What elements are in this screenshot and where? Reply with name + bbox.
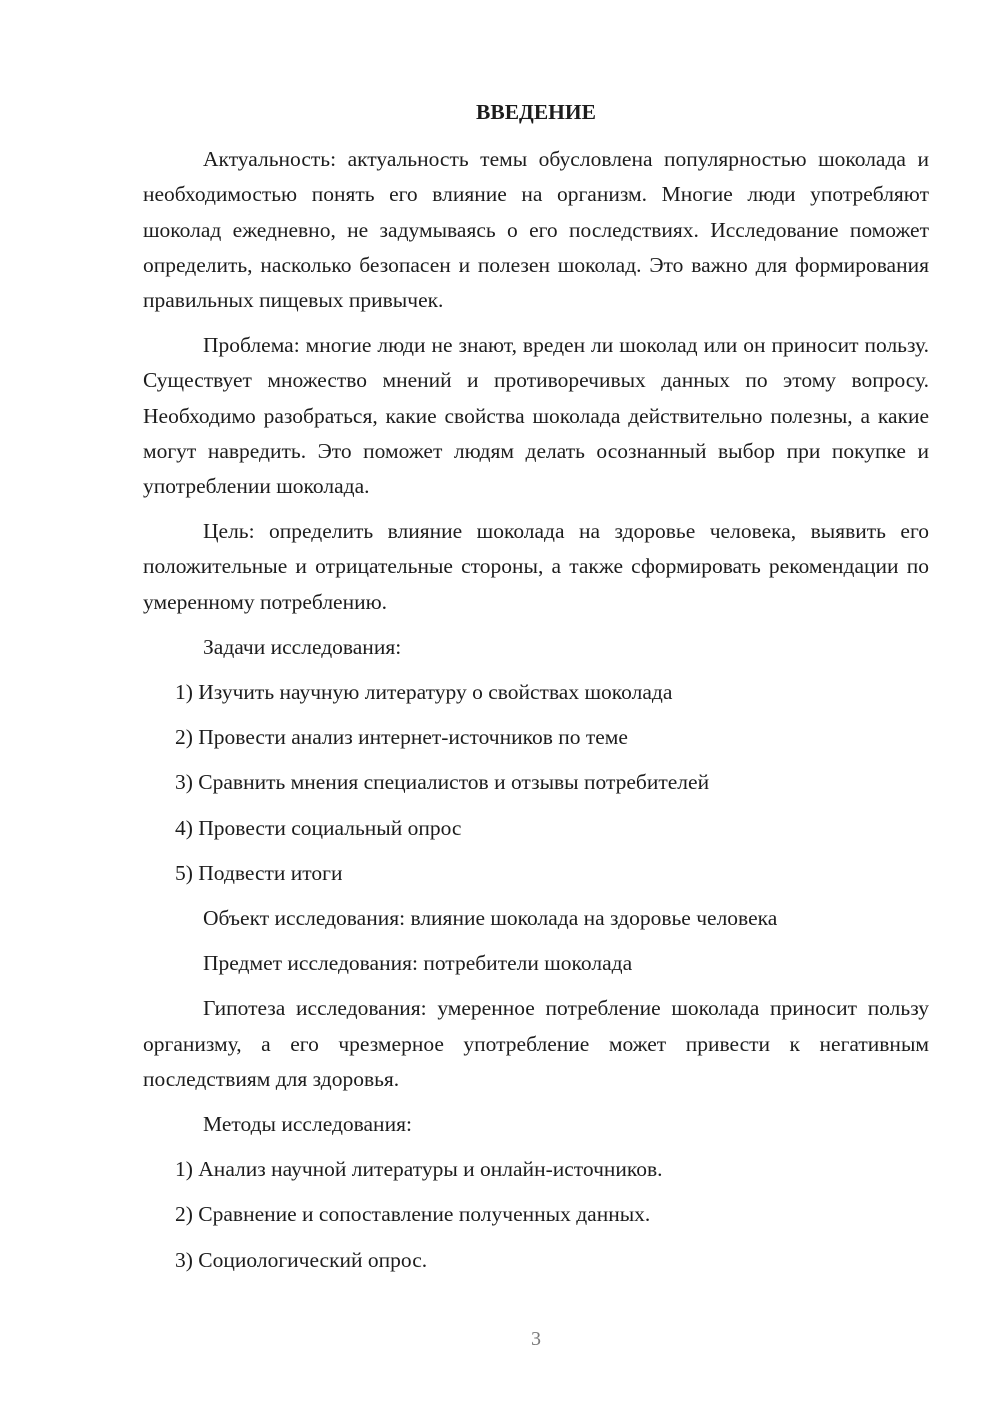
task-item-2: 2) Провести анализ интернет-источников по теме [175, 725, 628, 750]
research-object: Объект исследования: влияние шоколада на здоровье человека [203, 906, 778, 931]
document-body [143, 95, 929, 1288]
relevance-paragraph: Актуальность: актуальность темы обусловлена популярностью шоколада и необходимостью понять его влияние на организм. Многие люди употребляют шоколад ежедневно, не задумываясь о его последствиях. Исследование поможет определить, насколько безопасен и полезен шоколад. Это важно для формирования правильных пищевых привычек. [143, 147, 929, 313]
task-item-4: 4) Провести социальный опрос [175, 815, 462, 840]
method-item-3: 3) Социологический опрос. [175, 1247, 428, 1272]
problem-paragraph: Проблема: многие люди не знают, вреден ли шоколад или он приносит пользу. Существует множество мнений и противоречивых данных по этому вопросу. Необходимо разобраться, какие свойства шоколада действительно полезны, а какие могут навредить. Это поможет людям делать осознанный выбор при покупке и употреблении шоколада. [143, 333, 929, 499]
section-title: ВВЕДЕНИЕ [476, 100, 596, 124]
goal-paragraph: Цель: определить влияние шоколада на здоровье человека, выявить его положительные и отрицательные стороны, а также сформировать рекомендации по умеренному потреблению. [143, 519, 929, 614]
task-item-1: 1) Изучить научную литературу о свойствах шоколада [175, 680, 673, 705]
methods-heading: Методы исследования: [203, 1112, 412, 1137]
method-item-2: 2) Сравнение и сопоставление полученных данных. [175, 1202, 651, 1227]
task-item-3: 3) Сравнить мнения специалистов и отзывы потребителей [175, 770, 710, 795]
method-item-1: 1) Анализ научной литературы и онлайн-источников. [175, 1157, 663, 1182]
hypothesis-paragraph: Гипотеза исследования: умеренное потребление шоколада приносит пользу организму, а его чрезмерное употребление может привести к негативным последствиям для здоровья. [143, 996, 929, 1091]
page-number: 3 [531, 1328, 541, 1350]
tasks-heading: Задачи исследования: [203, 634, 402, 659]
task-item-5: 5) Подвести итоги [175, 860, 343, 885]
research-subject: Предмет исследования: потребители шоколада [203, 951, 633, 976]
